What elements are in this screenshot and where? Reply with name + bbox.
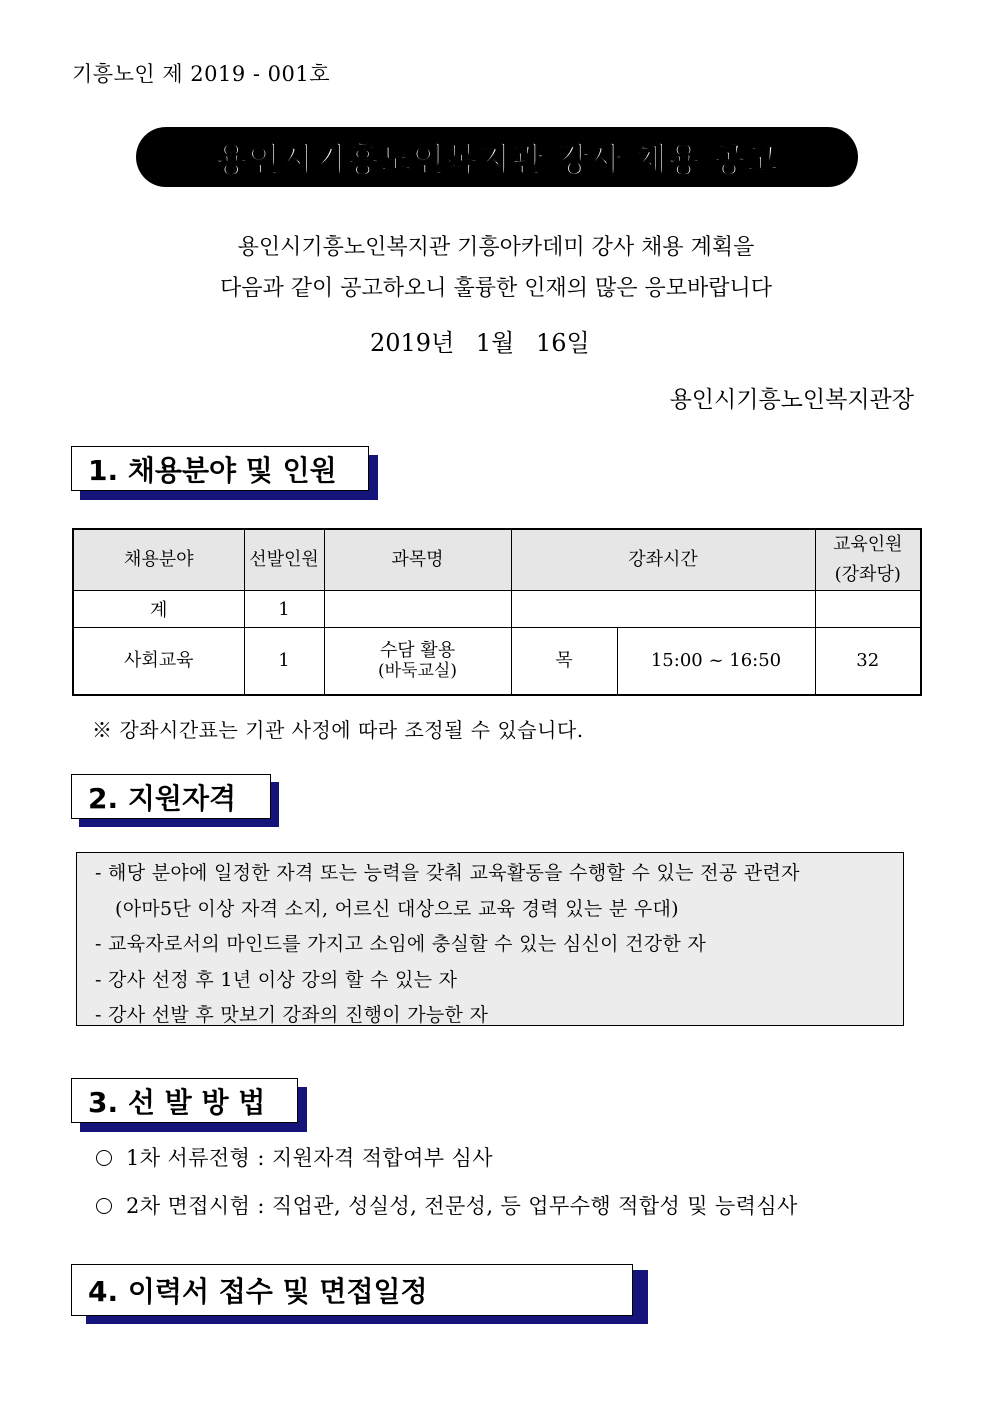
cell-time: 15:00 ~ 16:50 [617,628,815,696]
header-count: 선발인원 [244,529,324,591]
header-subject: 과목명 [324,529,511,591]
qualification-item: - 해당 분야에 일정한 자격 또는 능력을 갖춰 교육활동을 수행할 수 있는 전공 관련자 [95,862,800,884]
page-title: 용인시기흥노인복지관 강사 채용 공고 [215,139,779,179]
selection-step-1: 1차 서류전형 : 지원자격 적합여부 심사 [96,1142,493,1172]
announcement-date: 2019년 1월 16일 [370,329,590,357]
table-row-total [73,591,921,628]
header-field: 채용분야 [73,529,244,591]
qualification-item: (아마5단 이상 자격 소지, 어르신 대상으로 교육 경력 있는 분 우대) [115,897,679,920]
circle-bullet-icon [96,1198,112,1214]
intro-line-2: 다음과 같이 공고하오니 훌륭한 인재의 많은 응모바랍니다 [219,276,772,301]
recruitment-table [72,528,922,696]
table-row [73,628,921,696]
header-students: 교육인원 (강좌당) [815,529,921,591]
total-count: 1 [244,591,324,628]
cell-students: 32 [815,628,921,696]
cell-count: 1 [244,628,324,696]
schedule-note: ※ 강좌시간표는 기관 사정에 따라 조정될 수 있습니다. [92,718,584,742]
signer: 용인시기흥노인복지관장 [669,387,914,413]
cell-field: 사회교육 [73,628,244,696]
intro-line-1: 용인시기흥노인복지관 기흥아카데미 강사 채용 계획을 [237,235,755,260]
qualifications-box [76,852,904,1026]
cell-day: 목 [511,628,617,696]
table-header-row [73,529,921,591]
selection-step-2: 2차 면접시험 : 직업관, 성실성, 전문성, 등 업무수행 적합성 및 능력심사 [96,1190,798,1220]
header-time: 강좌시간 [511,529,815,591]
qualification-item: - 강사 선정 후 1년 이상 강의 할 수 있는 자 [95,968,458,991]
total-label: 계 [73,591,244,628]
title-banner [137,128,857,186]
cell-subject: 수담 활용 (바둑교실) [324,628,511,696]
circle-bullet-icon [96,1150,112,1166]
qualification-item: - 교육자로서의 마인드를 가지고 소임에 충실할 수 있는 심신이 건강한 자 [95,933,707,955]
qualification-item: - 강사 선발 후 맛보기 강좌의 진행이 가능한 자 [95,1004,489,1026]
document-number: 기흥노인 제 2019 - 001호 [72,62,331,86]
